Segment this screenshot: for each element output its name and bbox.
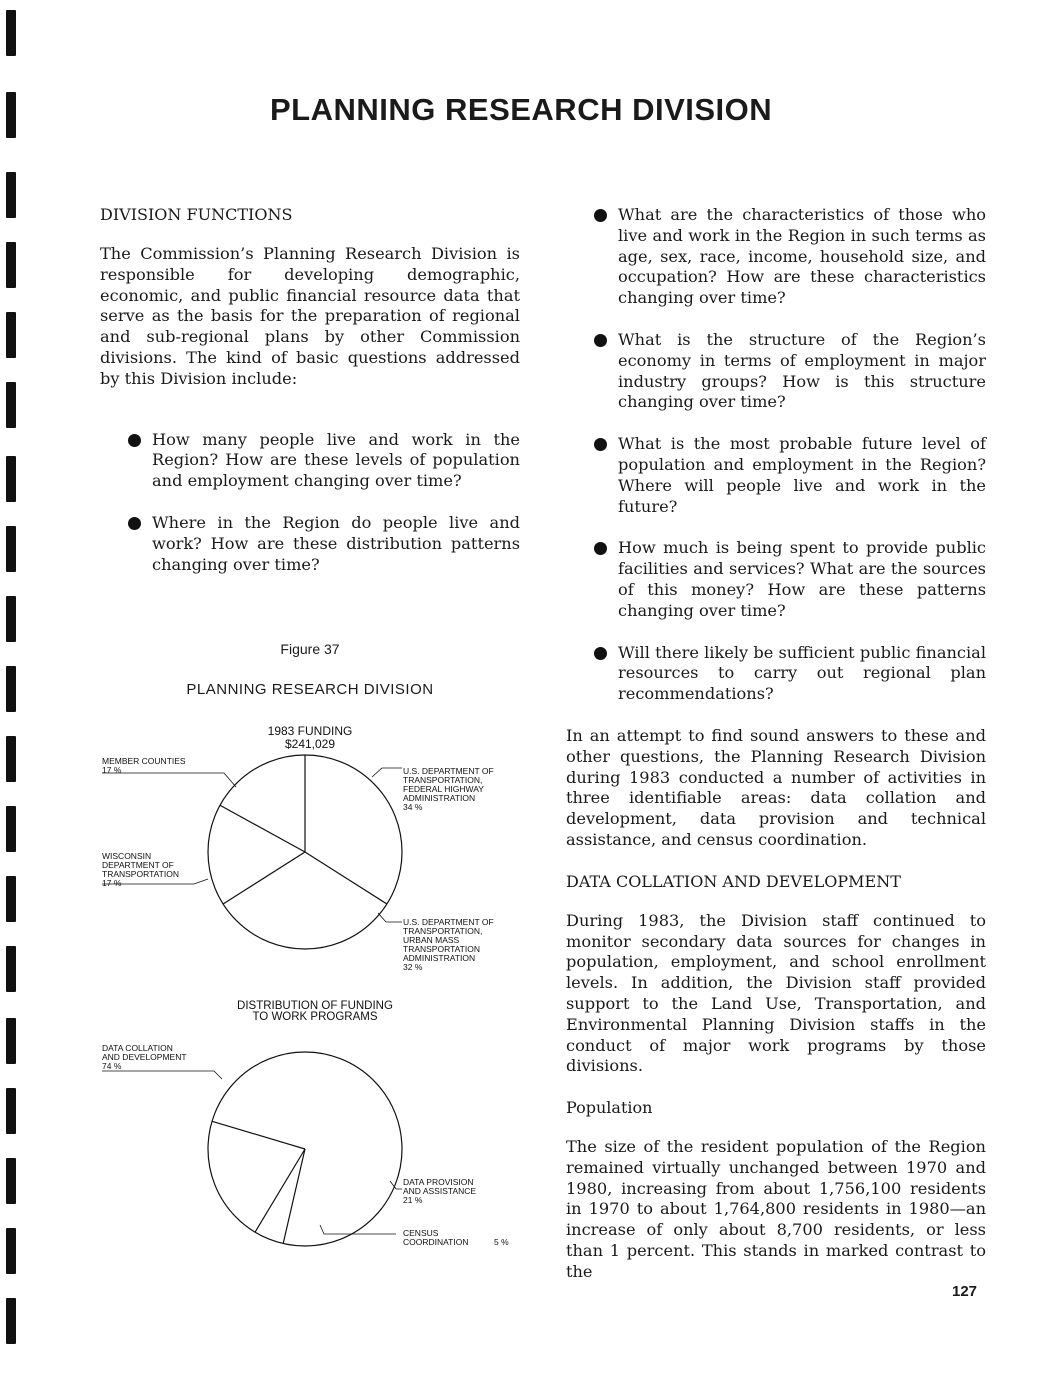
pie-slice-label: COORDINATION <box>403 1237 469 1247</box>
right-bullet-list <box>566 205 986 705</box>
pie-title: 1983 FUNDING <box>267 724 353 738</box>
bullet-icon <box>594 542 607 555</box>
pie-slice-label: MEMBER COUNTIES <box>102 756 186 766</box>
figure-number: Figure 37 <box>280 641 340 657</box>
pie-slice-value-label: 32 % <box>403 962 423 972</box>
left-bullet-list <box>100 430 520 576</box>
section-heading-data-collation: DATA COLLATION AND DEVELOPMENT <box>566 871 901 891</box>
pie-leader-line <box>102 773 236 787</box>
pie-slice-boundary <box>212 1121 305 1149</box>
figure-title: PLANNING RESEARCH DIVISION <box>186 681 434 698</box>
right-column <box>566 205 986 1283</box>
pie-slice-label: DATA PROVISION <box>403 1177 474 1187</box>
left-column <box>100 205 520 575</box>
pie-slice-label: ADMINISTRATION <box>403 793 476 803</box>
pie-slice-label: TRANSPORTATION <box>102 869 179 879</box>
section-heading-division-functions: DIVISION FUNCTIONS <box>100 205 293 224</box>
list-item: How much is being spent to provide public facilities and services? What are the sources of this money? How are these patterns changing over time? <box>566 538 986 621</box>
pie-slice-label: CENSUS <box>403 1228 439 1238</box>
list-item: What is the structure of the Region’s economy in terms of employment in major industry groups? How is this structure changing over time? <box>566 330 986 413</box>
pie-slice-label: DEPARTMENT OF <box>102 860 174 870</box>
pie-leader-line <box>378 913 402 922</box>
data-collation-paragraph: During 1983, the Division staff continued to monitor secondary data sources for changes in population, employment, and school enrollment levels. In addition, the Division staff provided support to the Land Use, Transportation, and Environmental Planning Division staffs in the conduct of major work programs by those divisions. <box>566 910 986 1076</box>
list-item: Where in the Region do people live and work? How are these distribution patterns changing over time? <box>100 513 520 575</box>
pie-slice-value-label: 5 % <box>494 1237 509 1247</box>
binding-marks <box>6 0 20 1380</box>
intro-paragraph: The Commission’s Planning Research Division is responsible for developing demographic, economic, and public financial resource data that serve as the basis for the preparation of regional and sub-regional plans by other Commission divisions. The kind of basic questions addressed by this Division include: <box>100 244 520 388</box>
pie-slice-label: ADMINISTRATION <box>403 953 476 963</box>
pie-slice-label: U.S. DEPARTMENT OF <box>403 917 494 927</box>
pie-slice-value-label: 21 % <box>403 1195 423 1205</box>
pie-slice-label: TRANSPORTATION, <box>403 775 483 785</box>
page-title: PLANNING RESEARCH DIVISION <box>270 92 773 127</box>
pie-slice-boundary <box>283 1149 305 1244</box>
section-heading-population: Population <box>566 1098 653 1118</box>
pie-leader-line <box>320 1225 396 1234</box>
pie-slice-label: U.S. DEPARTMENT OF <box>403 766 494 776</box>
pie-slice-label: URBAN MASS <box>403 935 460 945</box>
bullet-icon <box>594 647 607 660</box>
activities-paragraph: In an attempt to find sound answers to these and other questions, the Planning Research Division during 1983 conducted a number of activities in three identifiable areas: data collation and development, data provision and technical assistance, and census coordination. <box>566 725 986 849</box>
bullet-icon <box>594 209 607 222</box>
pie-slice-label: DATA COLLATION <box>102 1043 173 1053</box>
pie-slice-value-label: 17 % <box>102 878 122 888</box>
pie-slice-label: TRANSPORTATION <box>403 944 480 954</box>
page-number: 127 <box>952 1283 978 1300</box>
list-item: What is the most probable future level of population and employment in the Region? Where will people live and work in the future? <box>566 434 986 517</box>
list-item: What are the characteristics of those who live and work in the Region in such terms as age, sex, race, income, household size, and occupation? How are these characteristics changing over time? <box>566 205 986 309</box>
bullet-icon <box>594 438 607 451</box>
pie-slice-value-label: 17 % <box>102 765 122 775</box>
pie-slice-boundary <box>220 805 305 852</box>
bullet-icon <box>128 517 141 530</box>
funding-pie-charts <box>96 715 526 1265</box>
pie-slice-boundary <box>305 852 387 904</box>
pie-slice-label: WISCONSIN <box>102 851 152 861</box>
pie-slice-boundary <box>223 852 305 904</box>
pie-subtitle: TO WORK PROGRAMS <box>252 1011 378 1023</box>
pie-slice-value-label: 74 % <box>102 1061 122 1071</box>
bullet-icon <box>594 334 607 347</box>
pie-slice-label: AND DEVELOPMENT <box>102 1052 187 1062</box>
pie-slice-label: AND ASSISTANCE <box>403 1186 477 1196</box>
pie-title: DISTRIBUTION OF FUNDING <box>237 1000 393 1012</box>
bullet-icon <box>128 434 141 447</box>
list-item: Will there likely be sufficient public financial resources to carry out regional plan recommendations? <box>566 643 986 705</box>
pie-slice-value-label: 34 % <box>403 802 423 812</box>
pie-subtitle: $241,029 <box>284 737 336 751</box>
pie-leader-line <box>102 1071 222 1079</box>
list-item: How many people live and work in the Region? How are these levels of population and employment changing over time? <box>100 430 520 492</box>
pie-slice-boundary <box>255 1149 305 1232</box>
pie-leader-line <box>372 768 402 777</box>
pie-slice-label: FEDERAL HIGHWAY <box>403 784 484 794</box>
pie-slice-label: TRANSPORTATION, <box>403 926 483 936</box>
population-paragraph: The size of the resident population of the Region remained virtually unchanged between 1970 and 1980, increasing from about 1,756,100 residents in 1970 to about 1,764,800 residents in 1980—an increase of only about 8,700 residents, or less than 1 percent. This stands in marked contrast to the <box>566 1137 986 1281</box>
